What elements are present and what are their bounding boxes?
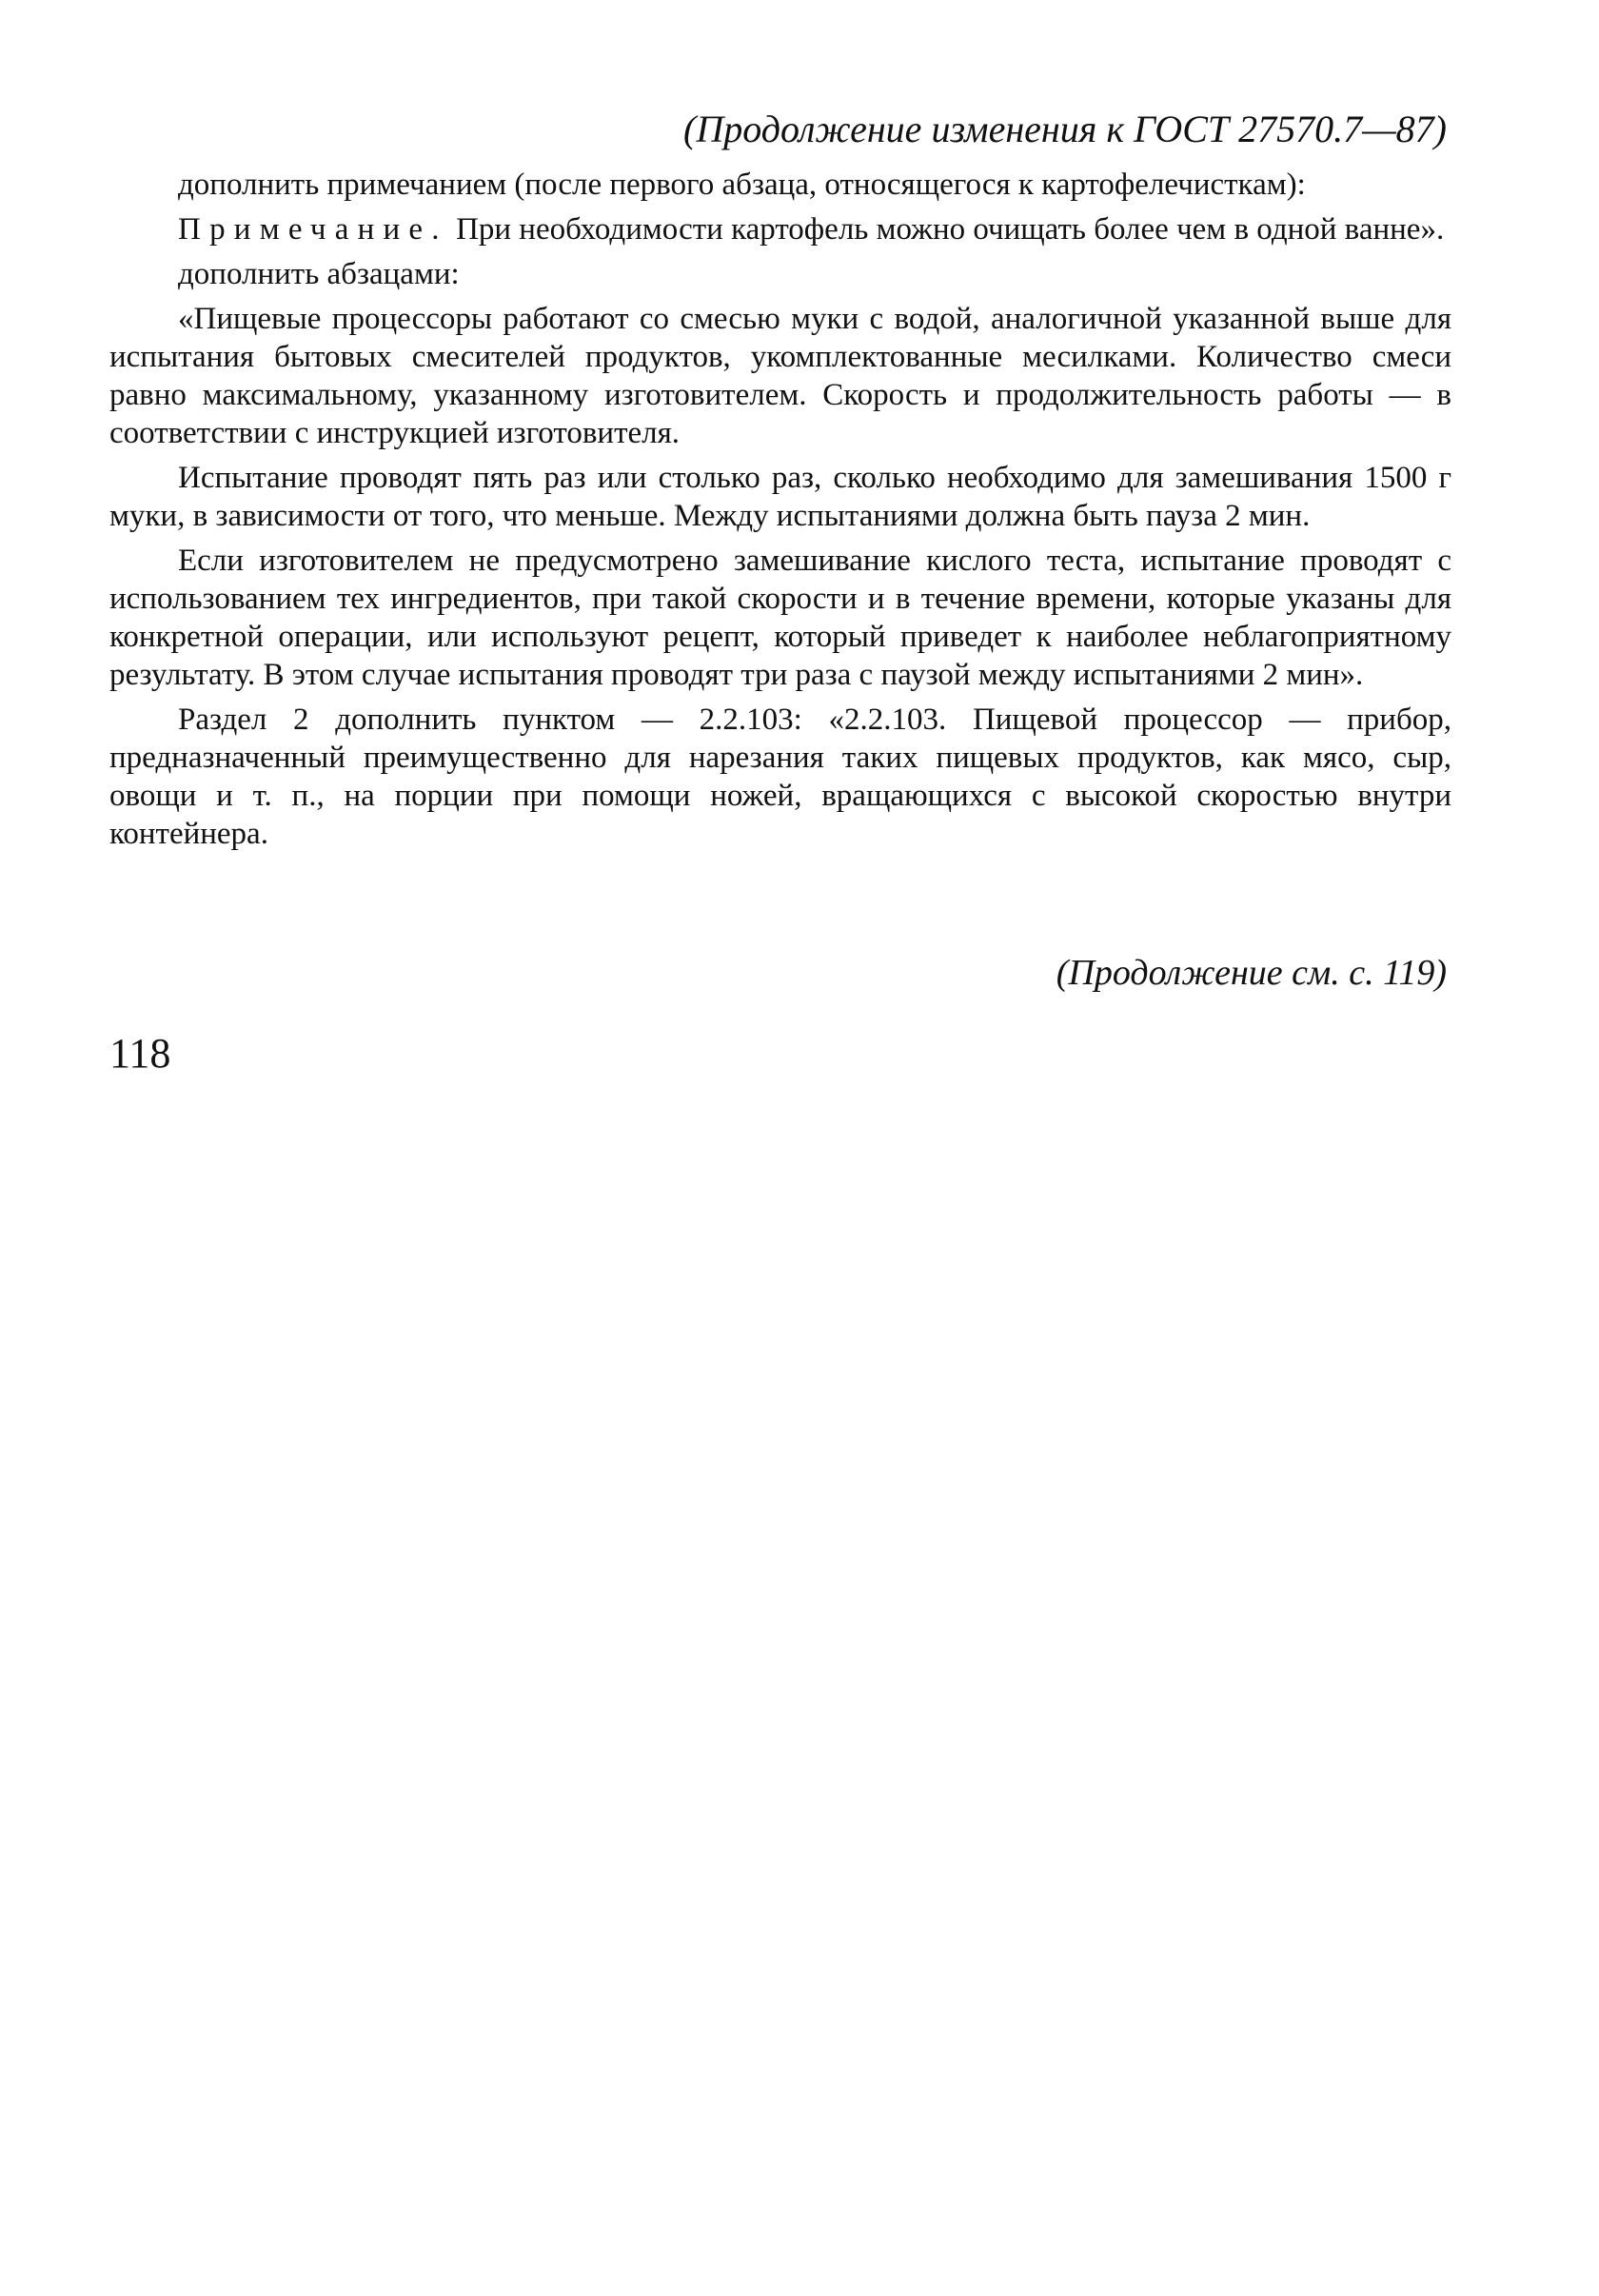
body-text xyxy=(109,166,1451,860)
continuation-header: (Продолжение изменения к ГОСТ 27570.7—87) xyxy=(683,108,1447,150)
paragraph-note xyxy=(109,210,1451,248)
paragraph-add-paragraphs: дополнить абзацами: xyxy=(178,257,460,291)
paragraph-food-processors: «Пищевые процессоры работают со смесью муки с водой, аналогичной указанной выше для испытания бытовых смесителей продуктов, укомплектованные месилками. Количество смеси равно максимальному, указанному изготовителем. Скорость и продолжительность работы — в соответствии с инструкцией изготовителя. xyxy=(109,302,1451,450)
paragraph-add-note: дополнить примечанием (после первого абзаца, относящегося к картофелечисткам): xyxy=(178,168,1306,202)
paragraph-sour-dough: Если изготовителем не предусмотрено замешивание кислого теста, испытание проводят с использованием тех ингредиентов, при такой скорости и в течение времени, которые указаны для конкретной операции, или используют рецепт, который приведет к наиболее неблагоприятному результату. В этом случае испытания проводят три раза с паузой между испытаниями 2 мин». xyxy=(109,544,1451,692)
note-label: Примечание. xyxy=(178,212,448,247)
paragraph-test-repetition: Испытание проводят пять раз или столько раз, сколько необходимо для замешивания 1500 г муки, в зависимости от того, что меньше. Между испытаниями должна быть пауза 2 мин. xyxy=(109,461,1451,533)
continuation-footer: (Продолжение см. с. 119) xyxy=(1056,953,1447,993)
note-text: При необходимости картофель можно очищать более чем в одной ванне». xyxy=(447,212,1445,247)
paragraph-section-2: Раздел 2 дополнить пунктом — 2.2.103: «2.2.103. Пищевой процессор — прибор, предназначенный преимущественно для нарезания таких пищевых продуктов, как мясо, сыр, овощи и т. п., на порции при помощи ножей, вращающихся с высокой скоростью внутри контейнера. xyxy=(109,703,1451,851)
page-number: 118 xyxy=(109,1030,171,1077)
